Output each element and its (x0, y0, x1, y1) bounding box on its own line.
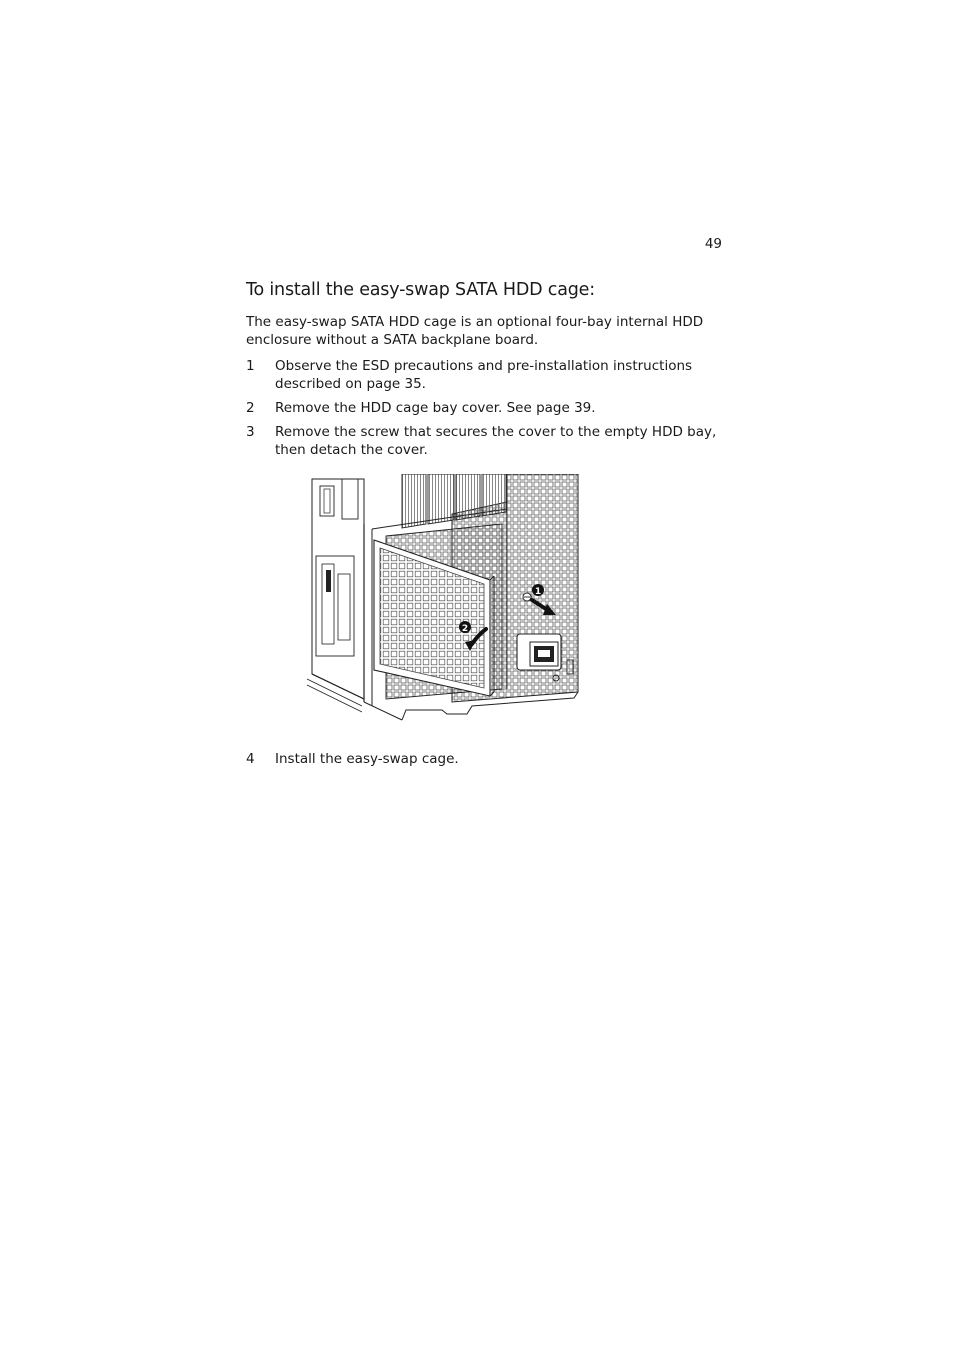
chassis-left-side (307, 479, 364, 712)
step-text: Remove the screw that secures the cover to the empty HDD bay, then detach the cover. (275, 424, 717, 458)
section-heading: To install the easy-swap SATA HDD cage: (246, 280, 595, 300)
page-number: 49 (704, 236, 722, 252)
callout-1-label: 1 (534, 587, 542, 597)
step-number: 1 (246, 358, 255, 374)
step-text: Install the easy-swap cage. (275, 751, 459, 767)
step-number: 4 (246, 751, 255, 767)
intro-paragraph: The easy-swap SATA HDD cage is an optional four-bay internal HDD enclosure without a SATA backplane board. (246, 314, 704, 348)
step-text: Remove the HDD cage bay cover. See page 39. (275, 400, 596, 416)
screw (523, 593, 531, 601)
step-text: Observe the ESD precautions and pre-installation instructions described on page 35. (275, 358, 693, 392)
hdd-cage-illustration (302, 474, 582, 728)
step-number: 3 (246, 424, 255, 440)
callout-2-label: 2 (461, 624, 469, 634)
step-number: 2 (246, 400, 255, 416)
